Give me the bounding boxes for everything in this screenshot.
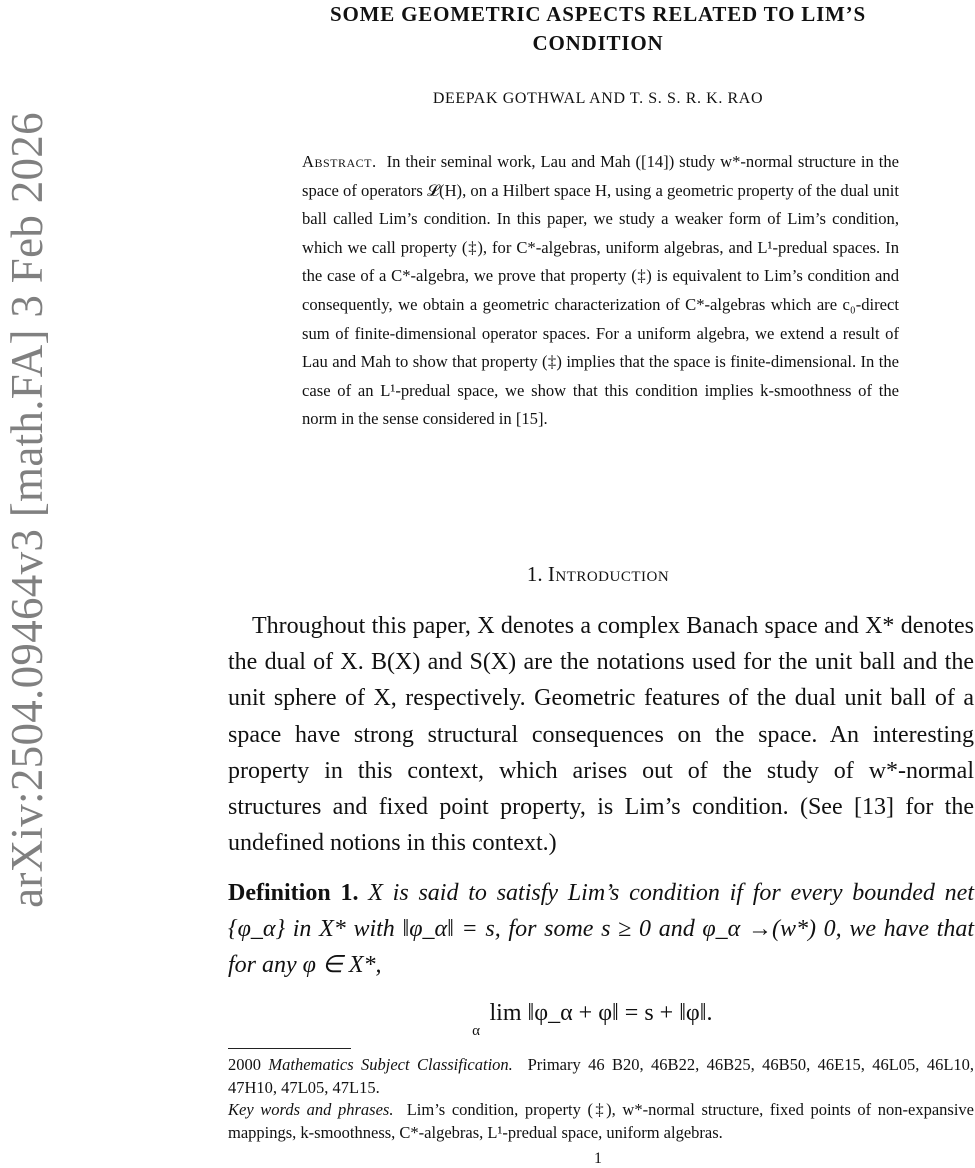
abstract bbox=[302, 148, 899, 434]
msc-footnote bbox=[228, 1054, 974, 1099]
section-title: Introduction bbox=[547, 562, 670, 586]
intro-body bbox=[228, 608, 974, 861]
display-equation bbox=[228, 1000, 974, 1040]
section-number: 1. bbox=[526, 562, 543, 586]
page-number: 1 bbox=[594, 1150, 602, 1167]
intro-paragraph: Throughout this paper, X denotes a complex Banach space and X* denotes the dual of X. B(X) and S(X) are the notations used for the unit ball and the unit sphere of X, respectively. Geometric features of the dual unit ball of a space have strong structural consequences on the space. An interesting property in this context, which arises out of the study of w*-normal structures and fixed point property, is Lim’s condition. (See [13] for the undefined notions in this context.) bbox=[228, 613, 974, 857]
footnotes bbox=[228, 1054, 974, 1144]
paper-title bbox=[228, 0, 968, 58]
keywords-label: Key words and phrases. bbox=[228, 1100, 394, 1119]
msc-year: 2000 bbox=[228, 1055, 261, 1074]
arxiv-watermark bbox=[2, 112, 53, 908]
abstract-label: Abstract. bbox=[302, 152, 377, 171]
equation-subscript: α bbox=[472, 1023, 480, 1039]
title-line-1: SOME GEOMETRIC ASPECTS RELATED TO LIM’S bbox=[330, 2, 866, 26]
equation-main: lim ‖φ_α + φ‖ = s + ‖φ‖. bbox=[489, 1000, 713, 1026]
msc-codes: Primary 46 B20, 46B22, 46B25, 46B50, 46E15, 46L05, 46L10, 47H10, 47L05, 47L15. bbox=[228, 1055, 975, 1097]
definition-text: X is said to satisfy Lim’s condition if for every bounded net {φ_α} in X* with ‖φ_α‖ = s, for some s ≥ 0 and φ_α →(w*) 0, we have that for any φ ∈ X*, bbox=[228, 880, 975, 979]
section-heading-introduction bbox=[228, 562, 968, 587]
arxiv-identifier: arXiv:2504.09464v3 [math.FA] 3 Feb 2026 bbox=[2, 112, 53, 908]
abstract-text: In their seminal work, Lau and Mah ([14]) study w*-normal structure in the space of operators 𝓛(H), on a Hilbert space H, using a geometric property of the dual unit ball called Lim’s condition. In this paper, we study a weaker form of Lim’s condition, which we call property (‡), for C*-algebras, uniform algebras, and L¹-predual spaces. In the case of a C*-algebra, we prove that property (‡) is equivalent to Lim’s condition and consequently, we obtain a geometric characterization of C*-algebras which are c₀-direct sum of finite-dimensional operator spaces. For a uniform algebra, we extend a result of Lau and Mah to show that property (‡) implies that the space is finite-dimensional. In the case of an L¹-predual space, we show that this condition implies k-smoothness of the norm in the sense considered in [15]. bbox=[302, 152, 900, 429]
definition-label: Definition 1. bbox=[228, 880, 359, 906]
keywords-footnote bbox=[228, 1099, 974, 1144]
paper-authors: DEEPAK GOTHWAL AND T. S. S. R. K. RAO bbox=[432, 90, 764, 107]
title-line-2: CONDITION bbox=[532, 31, 664, 55]
definition-1 bbox=[228, 875, 974, 984]
msc-label: Mathematics Subject Classification. bbox=[268, 1055, 513, 1074]
footnote-rule bbox=[228, 1048, 351, 1049]
keywords-text: Lim’s condition, property (‡), w*-normal structure, fixed points of non-expansive mappings, k-smoothness, C*-algebras, L¹-predual space, uniform algebras. bbox=[228, 1100, 974, 1142]
